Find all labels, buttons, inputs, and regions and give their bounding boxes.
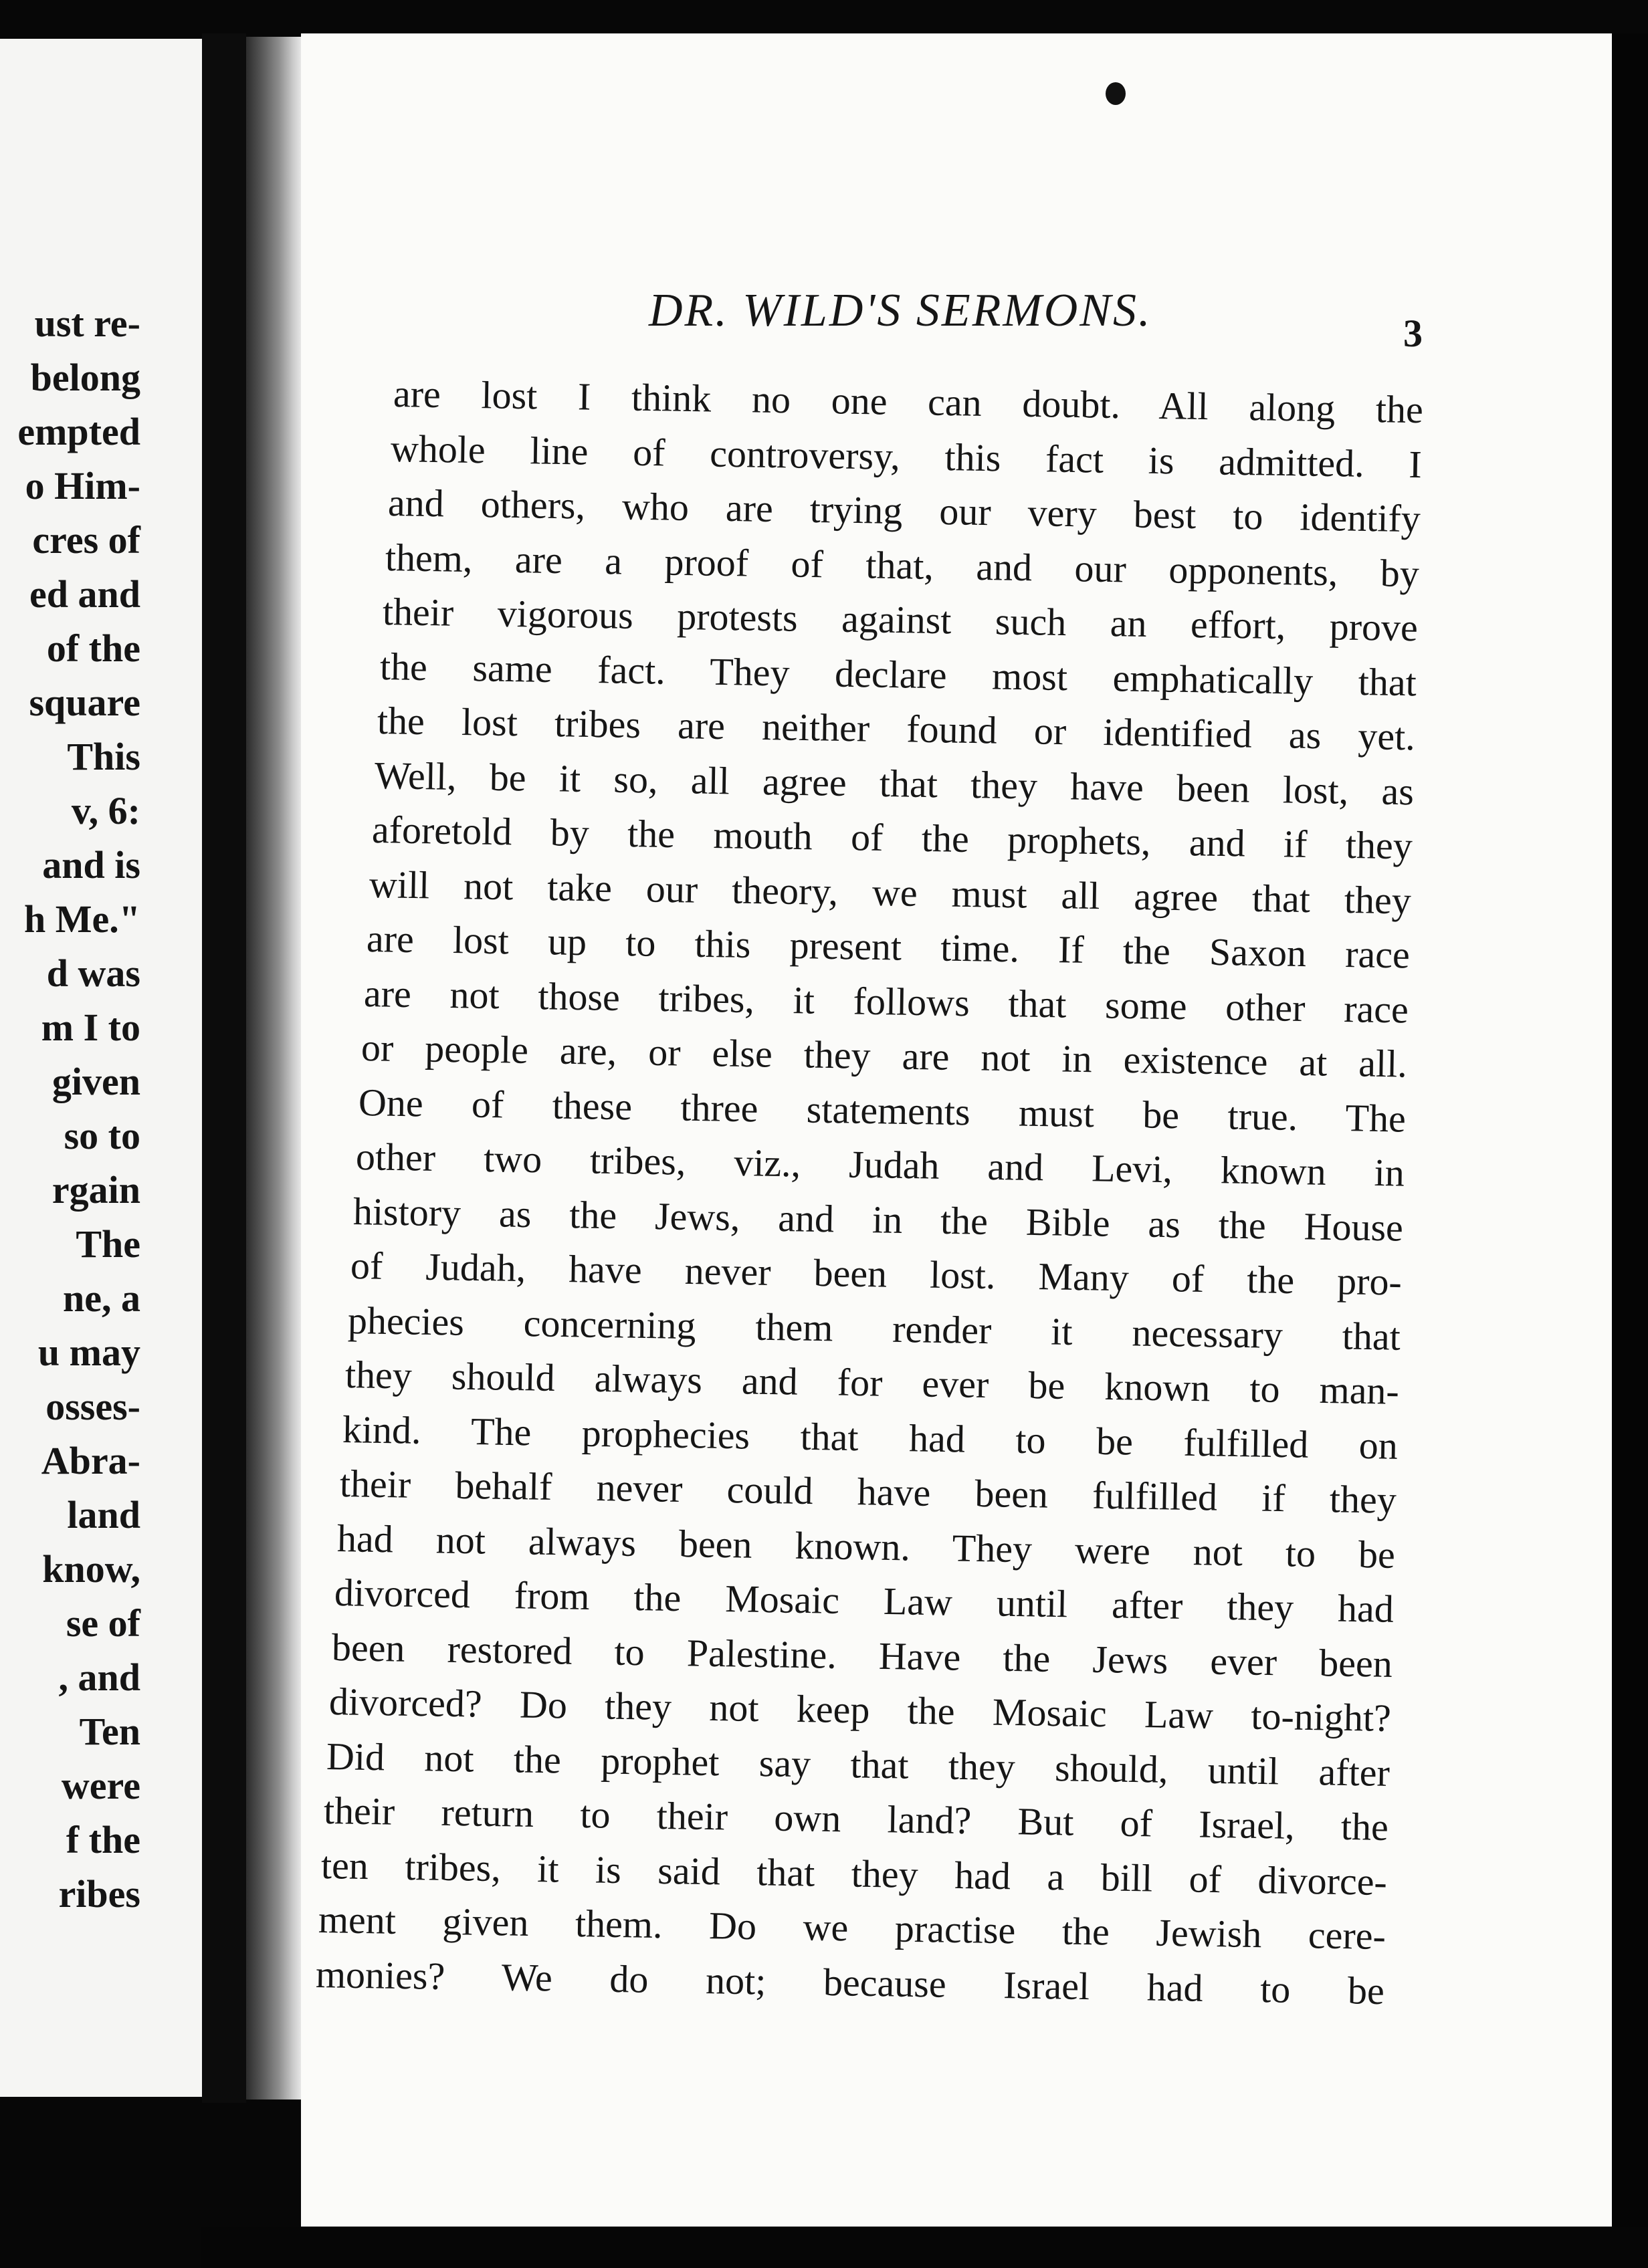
facing-page-line: h Me." <box>24 897 140 941</box>
text-line: their behalf never could have been fulfilled if they <box>339 1462 1397 1522</box>
text-line: other two tribes, viz., Judah and Levi, known in <box>355 1135 1405 1195</box>
facing-page-line: o Him- <box>25 464 140 507</box>
page-number: 3 <box>1403 312 1423 355</box>
text-line: history as the Jews, and in the Bible as the House <box>352 1189 1404 1250</box>
page-bottom-edge <box>201 2227 1648 2268</box>
facing-page-line: of the <box>46 627 140 670</box>
facing-page-line: , and <box>58 1656 140 1699</box>
facing-page-line: d was <box>46 951 140 995</box>
facing-page-line: se of <box>66 1601 140 1645</box>
facing-page-line: ed and <box>29 572 140 616</box>
facing-page-line: so to <box>64 1114 140 1157</box>
facing-page-line: given <box>51 1060 140 1103</box>
text-line: Did not the prophet say that they should, until after <box>326 1734 1390 1795</box>
facing-page-line: cres of <box>32 518 140 562</box>
text-line: monies? We do not; because Israel had to be <box>315 1952 1385 2013</box>
facing-page-line: rgain <box>51 1168 140 1212</box>
facing-page-line: This <box>67 735 140 778</box>
text-line: are lost I think no one can doubt. All along the <box>393 372 1424 432</box>
text-line: Well, be it so, all agree that they have been lost, as <box>374 753 1415 813</box>
text-line: phecies concerning them render it necessary that <box>347 1298 1401 1359</box>
text-line: will not take our theory, we must all agree that they <box>369 862 1412 922</box>
binding-shadow-dark <box>202 33 246 2103</box>
facing-page-line: Abra- <box>41 1439 140 1482</box>
text-line: the same fact. They declare most emphatically that <box>379 644 1417 704</box>
facing-page-line: The <box>76 1222 140 1266</box>
text-line: been restored to Palestine. Have the Jews ever been <box>331 1625 1393 1686</box>
facing-page-line: were <box>61 1764 140 1807</box>
text-line: divorced from the Mosaic Law until after they had <box>334 1571 1395 1631</box>
text-line: their vigorous protests against such an effort, prove <box>382 590 1419 650</box>
facing-page-line: and is <box>42 843 140 887</box>
text-line: are not those tribes, it follows that some other race <box>363 971 1409 1032</box>
facing-page-line: ne, a <box>63 1276 140 1320</box>
facing-page-line: osses- <box>45 1385 140 1428</box>
text-line: are lost up to this present time. If the Saxon race <box>366 917 1411 977</box>
facing-page-line: ribes <box>58 1872 140 1916</box>
text-line: the lost tribes are neither found or identified as yet. <box>377 699 1416 759</box>
text-line: and others, who are trying our very best to identify <box>387 481 1421 541</box>
facing-page-line: know, <box>42 1547 140 1591</box>
facing-page-line: Ten <box>79 1710 140 1753</box>
text-line: them, are a proof of that, and our opponents, by <box>385 535 1420 595</box>
facing-page-fragment <box>0 39 202 2097</box>
facing-page-line: land <box>67 1493 140 1537</box>
facing-page-line: u may <box>37 1331 140 1374</box>
text-line: ment given them. Do we practise the Jewish cere- <box>318 1898 1386 1958</box>
text-line: or people are, or else they are not in existence at all. <box>360 1026 1408 1086</box>
page-right-edge <box>1612 33 1648 2227</box>
facing-page-line: square <box>29 681 140 724</box>
text-line: whole line of controversy, this fact is admitted. I <box>390 426 1423 486</box>
text-line: they should always and for ever be known to man- <box>344 1353 1400 1413</box>
facing-page-line: empted <box>17 410 140 453</box>
text-line: of Judah, have never been lost. Many of the pro- <box>350 1244 1403 1304</box>
ink-spot <box>1106 82 1126 105</box>
text-line: aforetold by the mouth of the prophets, and if they <box>371 808 1413 868</box>
facing-page-line: v, 6: <box>71 789 140 832</box>
text-line: their return to their own land? But of Israel, the <box>323 1789 1389 1849</box>
text-line: had not always been known. They were not to be <box>336 1516 1396 1577</box>
text-line: kind. The prophecies that had to be fulfilled on <box>342 1407 1399 1468</box>
text-line: ten tribes, it is said that they had a bill of divorce- <box>320 1843 1388 1904</box>
running-head: DR. WILD'S SERMONS. <box>649 285 1152 336</box>
facing-page-line: belong <box>30 356 140 399</box>
text-line: One of these three statements must be true. The <box>358 1080 1407 1141</box>
facing-page-line: f the <box>66 1818 140 1861</box>
facing-page-line: m I to <box>41 1006 140 1049</box>
facing-page-line: ust re- <box>34 302 140 345</box>
text-line: divorced? Do they not keep the Mosaic Law to-night? <box>328 1680 1392 1740</box>
binding-gutter <box>246 37 301 2100</box>
